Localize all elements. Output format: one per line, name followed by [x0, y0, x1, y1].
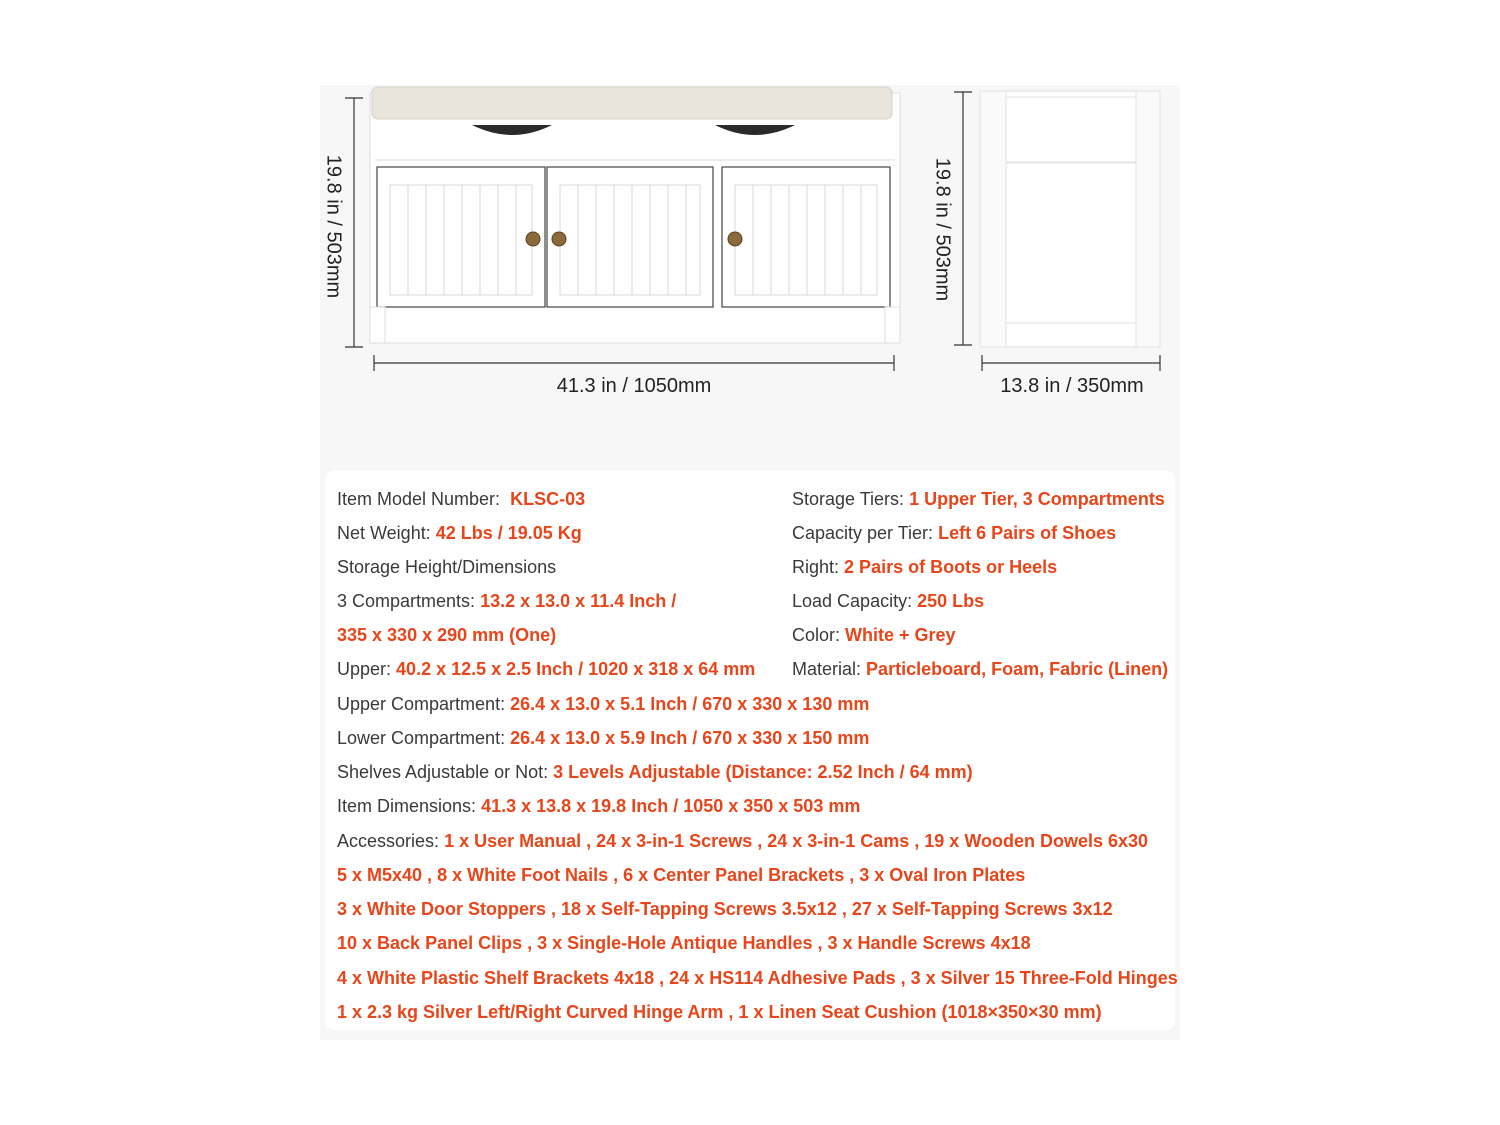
spec-accessories [337, 830, 1148, 852]
spec-key: Material: [792, 659, 862, 679]
front-width-dimension-line [374, 355, 894, 371]
spec-key: Storage Height/Dimensions [337, 557, 557, 577]
spec-compartments [337, 590, 676, 612]
spec-value: 40.2 x 12.5 x 2.5 Inch / 1020 x 318 x 64 mm [396, 659, 756, 679]
side-depth-dimension-line [982, 355, 1160, 371]
spec-value: 26.4 x 13.0 x 5.9 Inch / 670 x 330 x 150 mm [510, 728, 870, 748]
spec-storage-tiers [792, 488, 1165, 510]
spec-key: Accessories: [337, 831, 440, 851]
spec-accessories-line [337, 932, 1031, 954]
spec-value: KLSC-03 [510, 489, 586, 509]
spec-accessories-line [337, 1001, 1102, 1023]
spec-value: 335 x 330 x 290 mm (One) [337, 625, 557, 645]
spec-upper-compartment [337, 693, 869, 715]
spec-compartments-mm [337, 624, 556, 646]
spec-value: 13.2 x 13.0 x 11.4 Inch / [480, 591, 677, 611]
spec-value: 250 Lbs [917, 591, 985, 611]
spec-net-weight [337, 522, 582, 544]
spec-value: 3 Levels Adjustable (Distance: 2.52 Inch / 64 mm) [553, 762, 973, 782]
spec-value: Particleboard, Foam, Fabric (Linen) [866, 659, 1169, 679]
spec-value: Left 6 Pairs of Shoes [938, 523, 1117, 543]
spec-lower-compartment [337, 727, 869, 749]
spec-key: Right: [792, 557, 840, 577]
spec-shelves-adjustable [337, 761, 973, 783]
front-height-label: 19.8 in / 503mm [322, 154, 345, 299]
spec-key: Storage Tiers: [792, 489, 905, 509]
spec-value: 5 x M5x40 , 8 x White Foot Nails , 6 x Center Panel Brackets , 3 x Oval Iron Plates [337, 865, 1026, 885]
spec-value: 3 x White Door Stoppers , 18 x Self-Tapping Screws 3.5x12 , 27 x Self-Tapping Screws 3x12 [337, 899, 1113, 919]
spec-capacity-per-tier [792, 522, 1116, 544]
spec-key: Upper: [337, 659, 392, 679]
spec-capacity-right [792, 556, 1057, 578]
spec-value: 1 x User Manual , 24 x 3-in-1 Screws , 24 x 3-in-1 Cams , 19 x Wooden Dowels 6x30 [444, 831, 1149, 851]
spec-value: White + Grey [845, 625, 956, 645]
spec-item-dimensions [337, 795, 860, 817]
specifications-card [325, 470, 1178, 1030]
spec-load-capacity [792, 590, 984, 612]
spec-key: Item Dimensions: [337, 796, 477, 816]
spec-model-number [337, 488, 585, 510]
spec-key: 3 Compartments: [337, 591, 476, 611]
spec-value: 26.4 x 13.0 x 5.1 Inch / 670 x 330 x 130 mm [510, 694, 870, 714]
spec-key: Lower Compartment: [337, 728, 506, 748]
spec-value: 1 x 2.3 kg Silver Left/Right Curved Hinge Arm , 1 x Linen Seat Cushion (1018×350×30 mm) [337, 1002, 1102, 1022]
spec-key: Color: [792, 625, 841, 645]
spec-key: Load Capacity: [792, 591, 913, 611]
front-height-dimension-line [345, 98, 363, 347]
spec-storage-height [337, 556, 556, 578]
spec-value: 42 Lbs / 19.05 Kg [435, 523, 582, 543]
spec-color [792, 624, 956, 646]
side-depth-label: 13.8 in / 350mm [1000, 375, 1144, 397]
spec-material [792, 658, 1168, 680]
spec-key: Net Weight: [337, 523, 431, 543]
spec-accessories-line [337, 898, 1113, 920]
spec-value: 41.3 x 13.8 x 19.8 Inch / 1050 x 350 x 503 mm [481, 796, 861, 816]
side-height-dimension-line [954, 92, 972, 345]
spec-value: 2 Pairs of Boots or Heels [844, 557, 1058, 577]
spec-value: 4 x White Plastic Shelf Brackets 4x18 , 24 x HS114 Adhesive Pads , 3 x Silver 15 Three-Fold Hinges [337, 968, 1178, 988]
spec-key: Upper Compartment: [337, 694, 506, 714]
spec-accessories-line [337, 967, 1178, 989]
side-height-label: 19.8 in / 503mm [931, 157, 954, 302]
spec-key: Capacity per Tier: [792, 523, 934, 543]
spec-upper [337, 658, 755, 680]
spec-accessories-line [337, 864, 1025, 886]
spec-value: 10 x Back Panel Clips , 3 x Single-Hole Antique Handles , 3 x Handle Screws 4x18 [337, 933, 1031, 953]
spec-key: Item Model Number: [337, 489, 501, 509]
spec-key: Shelves Adjustable or Not: [337, 762, 549, 782]
spec-value: 1 Upper Tier, 3 Compartments [909, 489, 1165, 509]
front-width-label: 41.3 in / 1050mm [556, 375, 712, 397]
front-view-drawing [370, 87, 900, 343]
side-view-drawing [980, 91, 1160, 347]
bench-dimension-diagram [320, 85, 1180, 465]
